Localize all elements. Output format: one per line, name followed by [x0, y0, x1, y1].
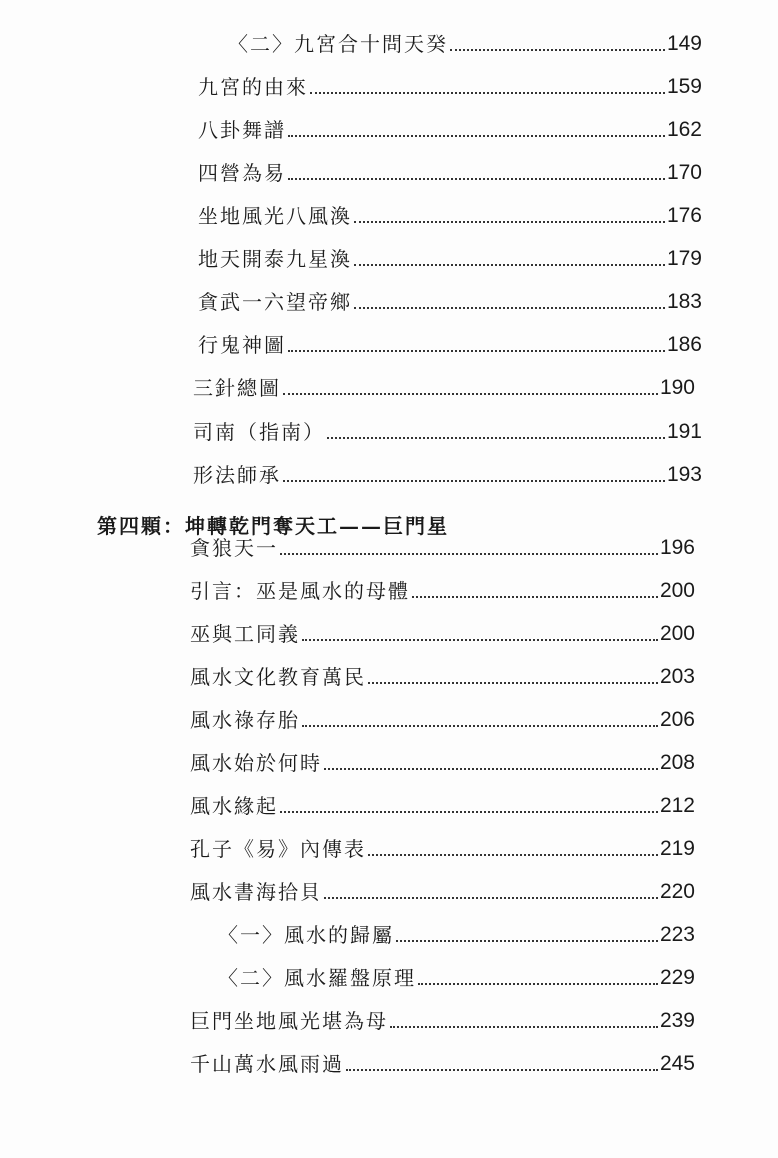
toc-entry: [190, 702, 695, 734]
toc-entry-page: 162: [666, 118, 702, 141]
toc-entry-title: 九宮的由來: [198, 75, 308, 99]
toc-entry-title: 司南（指南）: [193, 420, 325, 444]
leader-dots: [283, 480, 665, 482]
leader-dots: [368, 682, 658, 684]
chapter-heading: 第四顆：坤轉乾門奪天工——巨門星: [97, 514, 449, 538]
toc-entry-page: 219: [659, 837, 695, 860]
toc-entry-page: 179: [666, 247, 702, 270]
toc-entry: [198, 284, 702, 316]
toc-entry-title: 巨門坐地風光堪為母: [190, 1009, 388, 1033]
toc-entry-page: 186: [666, 333, 702, 356]
toc-entry-page: 208: [659, 751, 695, 774]
toc-entry-title: 貪武一六望帝鄉: [198, 290, 352, 314]
leader-dots: [280, 553, 658, 555]
toc-entry-title: 坐地風光八風渙: [198, 204, 352, 228]
toc-entry-title: 八卦舞譜: [198, 118, 286, 142]
toc-entry-title: 〈二〉風水羅盤原理: [218, 966, 416, 990]
leader-dots: [327, 437, 665, 439]
toc-entry-title: 風水緣起: [190, 794, 278, 818]
toc-entry-title: 孔子《易》內傳表: [190, 837, 366, 861]
leader-dots: [288, 135, 665, 137]
toc-entry-page: 149: [666, 32, 702, 55]
leader-dots: [354, 307, 665, 309]
toc-entry-title: 風水祿存胎: [190, 708, 300, 732]
leader-dots: [288, 178, 665, 180]
toc-entry: [193, 370, 695, 402]
toc-entry: [190, 616, 695, 648]
toc-entry-title: 引言：巫是風水的母體: [190, 579, 410, 603]
toc-entry-title: 四營為易: [198, 161, 286, 185]
toc-entry-title: 巫與工同義: [190, 622, 300, 646]
toc-entry-title: 貪狼天一: [190, 536, 278, 560]
toc-entry-page: 200: [659, 579, 695, 602]
toc-entry-page: 159: [666, 75, 702, 98]
leader-dots: [412, 596, 658, 598]
toc-entry: [190, 573, 695, 605]
leader-dots: [302, 639, 658, 641]
toc-entry: [190, 1003, 695, 1035]
toc-entry-title: 風水書海拾貝: [190, 880, 322, 904]
toc-entry-title: 千山萬水風雨過: [190, 1052, 344, 1076]
leader-dots: [418, 983, 658, 985]
toc-entry-page: 223: [659, 923, 695, 946]
toc-entry: [198, 198, 702, 230]
toc-entry: [218, 917, 695, 949]
toc-entry-title: 風水始於何時: [190, 751, 322, 775]
toc-entry: [190, 874, 695, 906]
leader-dots: [396, 940, 658, 942]
toc-entry-title: 地天開泰九星渙: [198, 247, 352, 271]
toc-entry-title: 風水文化教育萬民: [190, 665, 366, 689]
toc-entry: [198, 112, 702, 144]
toc-entry-page: 212: [659, 794, 695, 817]
toc-entry-page: 200: [659, 622, 695, 645]
leader-dots: [354, 221, 665, 223]
toc-entry-title: 〈二〉九宮合十問天癸: [228, 32, 448, 56]
leader-dots: [324, 897, 658, 899]
toc-entry-page: 176: [666, 204, 702, 227]
toc-entry-page: 220: [659, 880, 695, 903]
toc-entry-page: 170: [666, 161, 702, 184]
toc-entry: [228, 26, 702, 58]
toc-entry-title: 行鬼神圖: [198, 333, 286, 357]
leader-dots: [280, 811, 658, 813]
toc-entry-page: 203: [659, 665, 695, 688]
leader-dots: [354, 264, 665, 266]
leader-dots: [288, 350, 665, 352]
toc-entry: [193, 457, 702, 489]
toc-entry-page: 229: [659, 966, 695, 989]
toc-entry-page: 191: [666, 420, 702, 443]
toc-entry-page: 239: [659, 1009, 695, 1032]
toc-entry: [198, 327, 702, 359]
toc-entry: [198, 241, 702, 273]
toc-entry: [193, 414, 702, 446]
toc-entry: [190, 831, 695, 863]
toc-entry: [190, 1046, 695, 1078]
toc-entry-page: 183: [666, 290, 702, 313]
leader-dots: [390, 1026, 658, 1028]
toc-entry: [190, 530, 695, 562]
toc-entry: [198, 155, 702, 187]
leader-dots: [368, 854, 658, 856]
toc-entry-title: 三針總圖: [193, 376, 281, 400]
toc-entry-page: 206: [659, 708, 695, 731]
toc-entry-title: 形法師承: [193, 463, 281, 487]
leader-dots: [450, 49, 665, 51]
toc-entry-page: 193: [666, 463, 702, 486]
toc-entry: [190, 788, 695, 820]
leader-dots: [324, 768, 658, 770]
leader-dots: [283, 393, 658, 395]
toc-entry-page: 245: [659, 1052, 695, 1075]
toc-entry-page: 196: [659, 536, 695, 559]
toc-entry: [198, 69, 702, 101]
leader-dots: [346, 1069, 658, 1071]
toc-entry: [190, 659, 695, 691]
toc-entry-page: 190: [659, 376, 695, 399]
toc-entry-title: 〈一〉風水的歸屬: [218, 923, 394, 947]
leader-dots: [302, 725, 658, 727]
toc-entry: [190, 745, 695, 777]
toc-entry: [218, 960, 695, 992]
leader-dots: [310, 92, 665, 94]
